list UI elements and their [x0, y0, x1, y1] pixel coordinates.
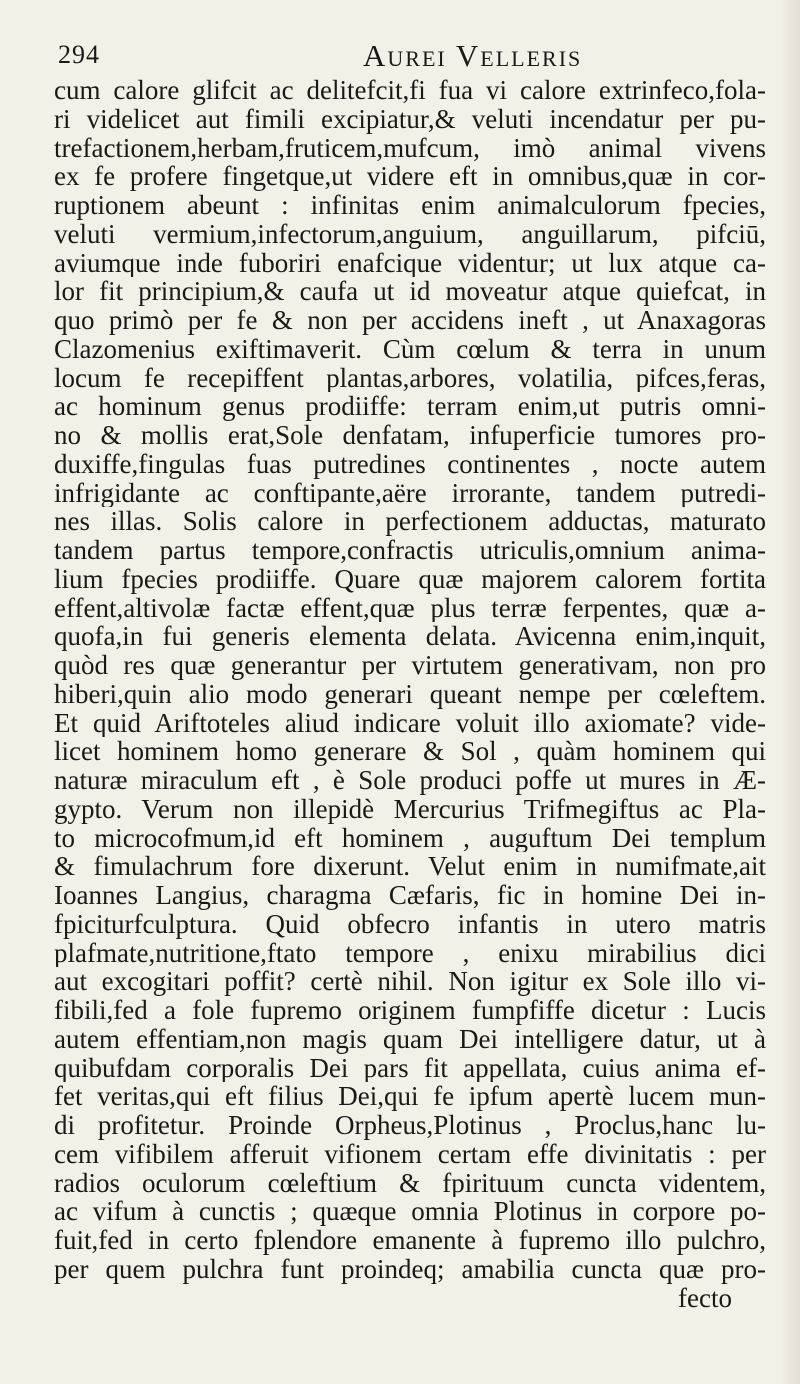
text-line: lor fit principium,& caufa ut id moveatur atque quiefcat, in	[54, 277, 766, 306]
text-line: fuit,fed in certo fplendore emanente à fupremo illo pulchro,	[54, 1226, 766, 1255]
text-line: quo primò per fe & non per accidens ineft , ut Anaxagoras	[54, 306, 766, 335]
text-line: Ioannes Langius, charagma Cæfaris, fic in homine Dei in-	[54, 881, 766, 910]
text-line: ex fe profere fingetque,ut videre eft in omnibus,quæ in cor-	[54, 162, 766, 191]
page-header	[58, 38, 772, 76]
text-line: di profitetur. Proinde Orpheus,Plotinus , Proclus,hanc lu-	[54, 1111, 766, 1140]
text-line: fibili,fed a fole fupremo originem fumpfiffe dicetur : Lucis	[54, 996, 766, 1025]
text-line: no & mollis erat,Sole denfatam, infuperficie tumores pro-	[54, 421, 766, 450]
text-line: hiberi,quin alio modo generari queant nempe per cœleftem.	[54, 679, 766, 709]
page-number: 294	[58, 40, 100, 69]
text-line: ruptionem abeunt : infinitas enim animalculorum fpecies,	[54, 191, 766, 220]
text-line: plafmate,nutritione,ftato tempore , enixu mirabilius dici	[54, 938, 766, 968]
text-line: licet hominem homo generare & Sol , quàm hominem qui	[54, 737, 766, 766]
text-line: locum fe recepiffent plantas,arbores, volatilia, pifces,feras,	[54, 363, 766, 393]
text-line: aut excogitari poffit? certè nihil. Non igitur ex Sole illo vi-	[54, 967, 766, 996]
text-line: to microcofmum,id eft hominem , auguftum Dei templum	[54, 823, 766, 853]
running-head: Aurei Velleris	[363, 38, 583, 73]
text-line: quofa,in fui generis elementa delata. Avicenna enim,inquit,	[54, 622, 766, 651]
text-line: Clazomenius exiftimaverit. Cùm cœlum & terra in unum	[54, 334, 766, 364]
body-text	[54, 76, 766, 1312]
text-line: effent,altivolæ factæ effent,quæ plus terræ ferpentes, quæ a-	[54, 593, 766, 623]
text-line: aviumque inde fuboriri enafcique videntur; ut lux atque ca-	[54, 248, 766, 278]
text-line: veluti vermium,infectorum,anguium, anguillarum, pifciū,	[54, 219, 766, 249]
text-line: cem vifibilem afferuit vifionem certam effe divinitatis : per	[54, 1139, 766, 1169]
text-line: ac hominum genus prodiiffe: terram enim,ut putris omni-	[54, 392, 766, 421]
text-line: tandem partus tempore,confractis utriculis,omnium anima-	[54, 536, 766, 565]
text-line: cum calore glifcit ac delitefcit,fi fua vi calore extrinfeco,fola-	[54, 76, 766, 105]
text-line: per quem pulchra funt proindeq; amabilia cuncta quæ pro-	[54, 1254, 766, 1284]
text-line: quòd res quæ generantur per virtutem generativam, non pro	[54, 651, 766, 680]
text-line: infrigidante ac conftipante,aëre irrorante, tandem putredi-	[54, 478, 766, 508]
text-line: quibufdam corporalis Dei pars fit appellata, cuius anima ef-	[54, 1053, 766, 1083]
catchword: fecto	[678, 1283, 732, 1313]
text-line: fet veritas,qui eft filius Dei,qui fe ipfum apertè lucem mun-	[54, 1082, 766, 1111]
text-line: nes illas. Solis calore in perfectionem adductas, maturato	[54, 507, 766, 536]
text-line: duxiffe,fingulas fuas putredines continentes , nocte autem	[54, 449, 766, 479]
text-line: lium fpecies prodiiffe. Quare quæ majorem calorem fortita	[54, 564, 766, 594]
text-line: ri videlicet aut fimili excipiatur,& veluti incendatur per pu-	[54, 104, 766, 134]
text-line: gypto. Verum non illepidè Mercurius Trifmegiftus ac Pla-	[54, 794, 766, 824]
text-line: ac vifum à cunctis ; quæque omnia Plotinus in corpore po-	[54, 1197, 766, 1226]
text-line: radios oculorum cœleftium & fpirituum cuncta videntem,	[54, 1168, 766, 1198]
text-line: Et quid Ariftoteles aliud indicare voluit illo axiomate? vide-	[54, 708, 766, 738]
text-line: & fimulachrum fore dixerunt. Velut enim in numifmate,ait	[54, 852, 766, 881]
page-edge-shading	[780, 0, 800, 1384]
text-line: trefactionem,herbam,fruticem,mufcum, imò animal vivens	[54, 133, 766, 163]
text-line: fpiciturfculptura. Quid obfecro infantis in utero matris	[54, 909, 766, 939]
text-line: autem effentiam,non magis quam Dei intelligere datur, ut à	[54, 1024, 766, 1054]
text-line: naturæ miraculum eft , è Sole produci poffe ut mures in Æ-	[54, 766, 766, 795]
